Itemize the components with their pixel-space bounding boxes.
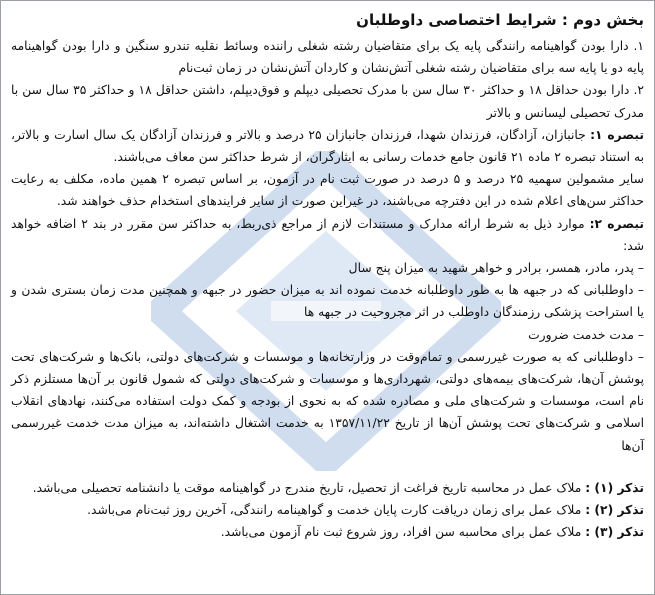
content (1, 1, 654, 543)
reminder-2 (11, 499, 644, 521)
reminder-1-text: ملاک عمل در محاسبه تاریخ فراغت از تحصیل، تاریخ مندرج در گواهینامه موقت یا دانشنامه تحصیلی می‌باشد. (32, 480, 582, 495)
condition-2: ۲. دارا بودن حداقل ۱۸ و حداکثر ۳۰ سال سن با مدرک تحصیلی دیپلم و فوق‌دیپلم، داشتن حداقل ۱۸ و حداکثر ۳۵ سال سن با مدرک تحصیلی لیسانس و بالاتر (11, 83, 644, 120)
note-1-text: جانبازان، آزادگان، فرزندان شهدا، فرزندان جانبازان ۲۵ درصد و بالاتر و فرزندان آزادگان یک سال اسارت و بالاتر، به استناد تبصره ۲ ماده ۲۱ قانون جامع خدمات رسانی به ایثارگران، از شرط حداکثر سن معاف می‌باشند. (11, 127, 644, 165)
note-2-label: تبصره ۲: (589, 216, 644, 231)
condition-1: ۱. دارا بودن گواهینامه رانندگی پایه یک برای متقاضیان رشته شغلی راننده وسائط نقلیه تندرو سنگین و دارا بودن گواهینامه پایه دو یا پایه سه برای متقاضیان رشته شغلی آتش‌نشان و کاردان آتش‌نشان در زمان ثبت‌نام (11, 39, 644, 76)
note-2 (11, 213, 644, 257)
reminder-3-text: ملاک عمل برای محاسبه سن افراد، روز شروع ثبت نام آزمون می‌باشد. (220, 524, 582, 539)
reminder-1-label: تذکر (۱) : (585, 480, 644, 495)
reminder-3 (11, 521, 644, 543)
note-2-bullet-2: – داوطلبانی که در جبهه ها به طور داوطلبانه خدمت نموده اند به میزان حضور در جبهه و همچنین مدت زمان بستری شدن و یا استراحت پزشکی رزمندگان داوطلب در اثر مجروحیت در جبهه ها (11, 283, 644, 320)
note-1-label: تبصره ۱: (590, 127, 644, 142)
reminder-1 (11, 477, 644, 499)
reminders (11, 477, 644, 543)
section-title: بخش دوم : شرایط اختصاصی داوطلبان (356, 11, 644, 29)
reminder-3-label: تذکر (۳) : (585, 524, 644, 539)
reminder-2-text: ملاک عمل برای زمان دریافت کارت پایان خدمت و گواهینامه رانندگی، آخرین روز ثبت‌نام می‌باشد. (87, 502, 582, 517)
note-2-bullet-4: – داوطلبانی که به صورت غیررسمی و تمام‌وقت در وزارتخانه‌ها و موسسات و شرکت‌های دولتی، بانک‌ها و شرکت‌های تحت پوشش آن‌ها، شرکت‌های بیمه‌های دولتی، شهرداری‌ها و موسسات و شرکت‌های دولتی که شمول قانون بر آن‌ها مستلزم ذکر نام است، موسسات و شرکت‌های ملی و مصادره شده که به نحوی از بودجه و کمک دولت استفاده می‌کنند، نهادهای انقلاب اسلامی و شرکت‌های تحت پوشش آن‌ها از تاریخ ۱۳۵۷/۱۱/۲۲ به خدمت اشتغال داشته‌اند، به میزان مدت خدمت غیررسمی آن‌ها (11, 349, 645, 453)
note-2-text: موارد ذیل به شرط ارائه مدارک و مستندات لازم از مراجع ذی‌ربط، به حداکثر سن مقرر در بند ۲ اضافه خواهد شد: (11, 216, 644, 253)
note-2-bullet-3: – مدت خدمت ضرورت (528, 327, 644, 342)
note-1-continuation: سایر مشمولین سهمیه ۲۵ درصد و ۵ درصد در صورت ثبت نام در آزمون، بر اساس تبصره ۲ همین ماده، مکلف به رعایت حداکثر سن‌های اعلام شده در این دفترچه می‌باشند، در غیراین صورت از سایر فرایندهای استخدام حذف خواهند شد. (11, 172, 644, 209)
note-2-bullet-1: – پدر، مادر، همسر، برادر و خواهر شهید به میزان پنج سال (348, 261, 644, 276)
reminder-2-label: تذکر (۲) : (585, 502, 644, 517)
note-1 (11, 124, 644, 168)
